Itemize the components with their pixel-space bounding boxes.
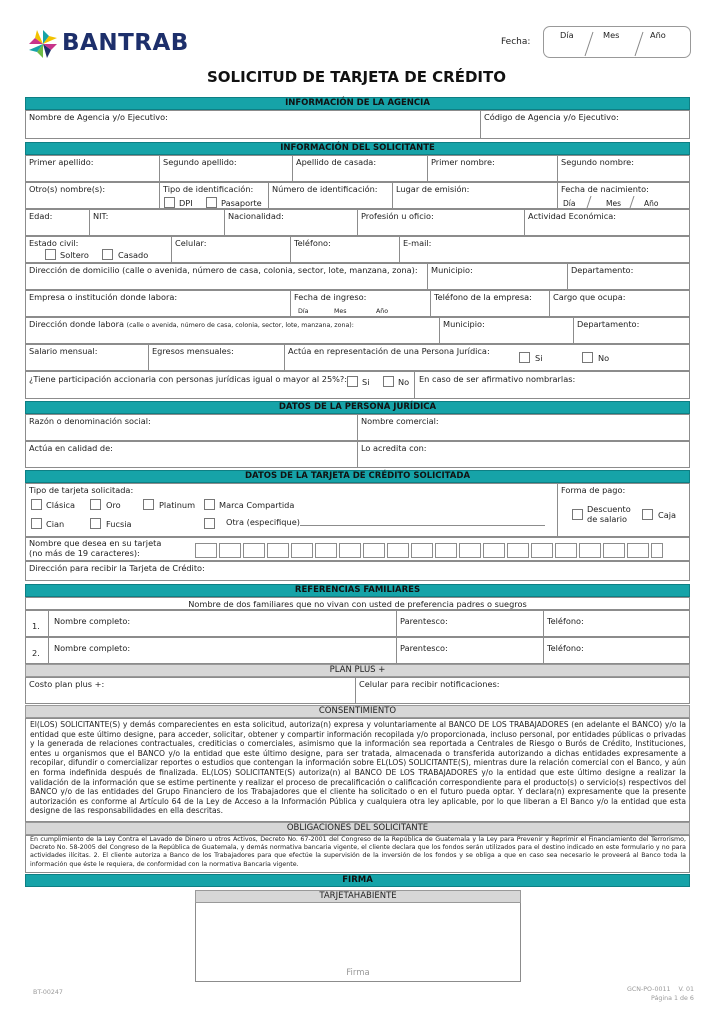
passport-label: Pasaporte	[221, 198, 262, 208]
cellphone-field[interactable]: Celular:	[175, 238, 207, 248]
ref1-name-field[interactable]: Nombre completo:	[54, 616, 131, 626]
work-department-field[interactable]: Departamento:	[577, 319, 640, 329]
card-classic-label: Clásica	[46, 500, 76, 510]
card-gold-label: Oro	[106, 500, 121, 510]
start-day-label: Día	[298, 308, 309, 315]
dpi-label: DPI	[179, 198, 193, 208]
card-platinum-checkbox[interactable]	[143, 499, 154, 510]
second-name-field[interactable]: Segundo nombre:	[561, 157, 634, 167]
work-address-note: (calle o avenida, número de casa, colonia, sector, lote, manzana, zona):	[126, 322, 354, 329]
first-name-field[interactable]: Primer nombre:	[431, 157, 495, 167]
card-fuchsia-label: Fucsia	[106, 519, 132, 529]
ref2-number: 2.	[32, 648, 40, 658]
legal-rep-no-label: No	[598, 353, 610, 363]
card-other-label: Otra (especifique)	[226, 517, 300, 527]
ref1-relation-field[interactable]: Parentesco:	[400, 616, 448, 626]
trade-name-field[interactable]: Nombre comercial:	[361, 416, 439, 426]
accredits-field[interactable]: Lo acredita con:	[361, 443, 427, 453]
payment-label: Forma de pago:	[561, 485, 626, 495]
start-month-label: Mes	[334, 308, 347, 315]
email-field[interactable]: E-mail:	[403, 238, 432, 248]
nit-field[interactable]: NIT:	[93, 211, 109, 221]
date-day: Día	[560, 30, 574, 40]
ref2-name-field[interactable]: Nombre completo:	[54, 643, 131, 653]
shares-yes-checkbox[interactable]	[347, 376, 358, 387]
card-header: DATOS DE LA TARJETA DE CRÉDITO SOLICITADA	[25, 470, 690, 483]
consent-text: El(LOS) SOLICITANTE(S) y demás comparecientes en esta solicitud, autoriza(n) expresa y voluntariamente al BANCO DE LOS TRABAJADORES (en adelante el BANCO) y/o la entidad que este último designe, para acceder, solicitar, obtener y compartir información recopilada y/o proporcionada, incluso personal, por entidades públicas o privadas y la generada de relaciones contractuales, crediticias o comerciales, asimismo que la información sea reportada a Centrales de Riesgo o Burós de Crédito, Instituciones, entes u organismos que el BANCO y/o la entidad que este último designe, para ser tratada, almacenada o transferida autorizando a dichas entidades expresamente a recopilar, difundir o comercializar reportes o estudios que contengan la información sobre EL(LOS) SOLICITANTE(S), mientras dure la relación comercial con el Banco, y aún en forma indefinida después de finalizada. EL(LOS) SOLICITANTE(S) autoriza(n) al BANCO DE LOS TRABAJADORES y/o la entidad que este último designe a realizar la validación de la información que se estime pertinente y realizar el proceso de precalificación o calificación correspondiente para el producto(s) o servicio(s) respectivos del BANCO y/o de las entidades del Grupo Financiero de los Trabajadores que el cliente ha solicitado o en el futuro pueda optar. Y declara(n) expresamente que la presente autorización es conforme al Artículo 64 de la Ley de Acceso a la Información Pública y cualquiera otra ley aplicable, por lo que liberan a El Banco y/o la entidad que esta designe de las responsabilidades en ella descritas.	[30, 720, 686, 816]
position-field[interactable]: Cargo que ocupa:	[553, 292, 626, 302]
footer-code-left: BT-00247	[33, 989, 63, 996]
consent-header: CONSENTIMIENTO	[25, 705, 690, 718]
shares-names-field[interactable]: En caso de ser afirmativo nombrarlas:	[419, 374, 576, 384]
other-names-field[interactable]: Otro(s) nombre(s):	[29, 184, 106, 194]
phone-field[interactable]: Teléfono:	[294, 238, 331, 248]
card-platinum-label: Platinum	[159, 500, 196, 510]
payment-discount-label: Descuento de salario	[587, 504, 631, 524]
work-address-field[interactable]	[29, 319, 354, 329]
shares-no-label: No	[398, 377, 410, 387]
card-other-checkbox[interactable]	[204, 518, 215, 529]
nationality-field[interactable]: Nacionalidad:	[228, 211, 284, 221]
passport-checkbox[interactable]	[206, 197, 217, 208]
agency-name-label[interactable]: Nombre de Agencia y/o Ejecutivo:	[29, 112, 168, 122]
date-label: Fecha:	[501, 37, 531, 47]
payment-cash-checkbox[interactable]	[642, 509, 653, 520]
card-other-line[interactable]	[300, 525, 545, 526]
card-type-label: Tipo de tarjeta solicitada:	[29, 485, 134, 495]
bantrab-logo	[27, 28, 187, 60]
dpi-checkbox[interactable]	[164, 197, 175, 208]
legal-entity-header: DATOS DE LA PERSONA JURÍDICA	[25, 401, 690, 414]
shares-yes-label: Si	[362, 377, 370, 387]
ref1-number: 1.	[32, 621, 40, 631]
home-department-field[interactable]: Departamento:	[571, 265, 634, 275]
single-checkbox[interactable]	[45, 249, 56, 260]
ref2-relation-field[interactable]: Parentesco:	[400, 643, 448, 653]
acts-as-field[interactable]: Actúa en calidad de:	[29, 443, 113, 453]
name-on-card-cells[interactable]	[195, 543, 665, 559]
delivery-address-field[interactable]: Dirección para recibir la Tarjeta de Crédito:	[29, 563, 205, 573]
issue-place-field[interactable]: Lugar de emisión:	[396, 184, 470, 194]
home-municipality-field[interactable]: Municipio:	[431, 265, 473, 275]
birth-dividers	[585, 196, 645, 209]
age-field[interactable]: Edad:	[29, 211, 53, 221]
ref1-phone-field[interactable]: Teléfono:	[547, 616, 584, 626]
card-cobrand-checkbox[interactable]	[204, 499, 215, 510]
shares-question: ¿Tiene participación accionaria con personas jurídicas igual o mayor al 25%?:	[29, 374, 348, 384]
obligations-text: En cumplimiento de la Ley Contra el Lavado de Dinero u otros Activos, Decreto No. 67-2001 del Congreso de la República de Guatemala y la Ley para Prevenir y Reprimir el Financiamiento del Terrorismo, Decreto No. 58-2005 del Congreso de la República de Guatemala, y demás normativa bancaria vigente, el cliente declara que los fondos serán utilizados para el destino indicado en este formulario y no para actividades ilícitas. 2. El cliente autoriza a Banco de los Trabajadores para que efectúe la supervisión de la inversión de los fondos y se obliga a que en caso sea necesario le proveerá al Banco toda la información que éste le requiera, de conformidad con la normativa Bancaria vigente.	[30, 836, 686, 868]
payment-cash-label: Caja	[658, 510, 677, 520]
home-address-field[interactable]: Dirección de domicilio (calle o avenida, número de casa, colonia, sector, lote, manzana, zona):	[29, 265, 418, 275]
card-fuchsia-checkbox[interactable]	[90, 518, 101, 529]
id-type-label: Tipo de identificación:	[163, 184, 254, 194]
date-dividers	[580, 30, 660, 58]
plan-plus-header: PLAN PLUS +	[25, 664, 690, 677]
card-cyan-label: Cian	[46, 519, 65, 529]
work-address-label: Dirección donde labora	[29, 319, 124, 329]
employer-field[interactable]: Empresa o institución donde labora:	[29, 292, 178, 302]
cardholder-header: TARJETAHABIENTE	[195, 890, 521, 903]
married-checkbox[interactable]	[102, 249, 113, 260]
profession-field[interactable]: Profesión u oficio:	[361, 211, 434, 221]
single-label: Soltero	[60, 250, 89, 260]
applicant-header: INFORMACIÓN DEL SOLICITANTE	[25, 142, 690, 155]
married-label: Casado	[118, 250, 149, 260]
start-date-field[interactable]: Fecha de ingreso:	[294, 292, 367, 302]
civil-status-label: Estado civil:	[29, 238, 79, 248]
birth-date-field[interactable]: Fecha de nacimiento:	[561, 184, 649, 194]
references-header: REFERENCIAS FAMILIARES	[25, 584, 690, 597]
date-month: Mes	[603, 30, 620, 40]
obligations-header: OBLIGACIONES DEL SOLICITANTE	[25, 822, 690, 835]
ref2-phone-field[interactable]: Teléfono:	[547, 643, 584, 653]
agency-code-label[interactable]: Código de Agencia y/o Ejecutivo:	[484, 112, 619, 122]
legal-rep-no-checkbox[interactable]	[582, 352, 593, 363]
second-surname-field[interactable]: Segundo apellido:	[163, 157, 237, 167]
notification-cellphone-field[interactable]: Celular para recibir notificaciones:	[359, 679, 500, 689]
signature-line-label: Firma	[346, 968, 370, 978]
id-number-field[interactable]: Número de identificación:	[272, 184, 378, 194]
company-name-field[interactable]: Razón o denominación social:	[29, 416, 151, 426]
shares-no-checkbox[interactable]	[383, 376, 394, 387]
name-on-card-label-1: Nombre que desea en su tarjeta	[29, 538, 162, 548]
economic-activity-field[interactable]: Actividad Económica:	[528, 211, 616, 221]
married-surname-field[interactable]: Apellido de casada:	[296, 157, 377, 167]
legal-rep-yes-checkbox[interactable]	[519, 352, 530, 363]
card-cobrand-label: Marca Compartida	[219, 500, 295, 510]
signature-header: FIRMA	[25, 874, 690, 887]
birth-year-label: Año	[644, 199, 659, 208]
company-phone-field[interactable]: Teléfono de la empresa:	[434, 292, 532, 302]
card-classic-checkbox[interactable]	[31, 499, 42, 510]
bantrab-logo-icon	[27, 28, 59, 60]
first-surname-field[interactable]: Primer apellido:	[29, 157, 94, 167]
footer-code-right: GCN-PO-0011 V. 01	[627, 986, 695, 993]
work-municipality-field[interactable]: Municipio:	[443, 319, 485, 329]
page-title: SOLICITUD DE TARJETA DE CRÉDITO	[207, 68, 506, 86]
legal-rep-label: Actúa en representación de una Persona Jurídica:	[288, 346, 490, 356]
salary-field[interactable]: Salario mensual:	[29, 346, 98, 356]
date-year: Año	[650, 30, 666, 40]
birth-day-label: Día	[563, 199, 576, 208]
legal-rep-yes-label: Si	[535, 353, 543, 363]
payment-discount-checkbox[interactable]	[572, 509, 583, 520]
agency-header: INFORMACIÓN DE LA AGENCIA	[25, 97, 690, 110]
birth-month-label: Mes	[606, 199, 621, 208]
expenses-field[interactable]: Egresos mensuales:	[152, 346, 234, 356]
footer-page: Página 1 de 6	[651, 995, 694, 1002]
start-year-label: Año	[376, 308, 389, 315]
references-subtitle: Nombre de dos familiares que no vivan con usted de preferencia padres o suegros	[188, 599, 527, 609]
card-gold-checkbox[interactable]	[90, 499, 101, 510]
card-cyan-checkbox[interactable]	[31, 518, 42, 529]
plan-cost-field[interactable]: Costo plan plus +:	[29, 679, 105, 689]
name-on-card-label-2: (no más de 19 caracteres):	[29, 548, 140, 558]
brand-name: BANTRAB	[62, 30, 189, 56]
